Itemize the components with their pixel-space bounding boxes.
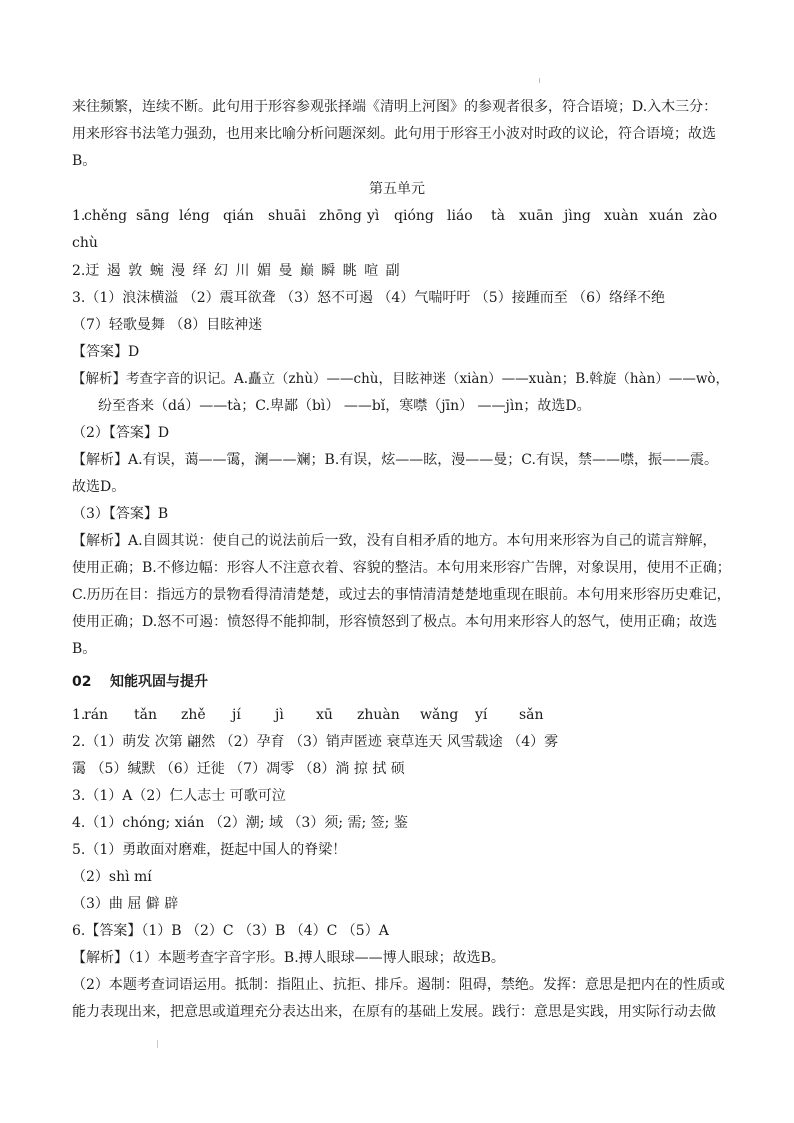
text-line: 5.（1）勇敢面对磨难，挺起中国人的脊梁！ (72, 842, 347, 858)
unit-title: 第五单元 (369, 181, 425, 197)
text-line: 2.（1）萌发 次第 翩然 （2）孕育 （3）销声匿迹 衰草连天 风雪载途 （4）雾 (72, 734, 559, 750)
pinyin-item: qióng (394, 208, 434, 224)
text-line: 3.（1）浪沫横溢 （2）震耳欲聋 （3）怒不可遏 （4）气喘吁吁 （5）接踵而至 （6）络绎不绝 (72, 290, 666, 306)
text-line: 【解析】（1）本题考查字音字形。B.搏人眼球——博人眼球；故选B。 (72, 950, 505, 966)
pinyin-item: jì (275, 707, 284, 723)
pinyin-item: yì (367, 208, 380, 224)
pinyin-item: tǎn (134, 707, 157, 723)
pinyin-item: zhě (181, 707, 206, 723)
section-number: 02 (72, 674, 92, 690)
pinyin-item: zhōng (319, 208, 362, 224)
pinyin-item: zhuàn (357, 707, 400, 723)
text-line: 2.迂 遏 敦 蜿 漫 绎 幻 川 媚 曼 巅 瞬 眺 喧 副 (72, 263, 400, 279)
pinyin-item: xuàn (604, 208, 639, 224)
pinyin-item: xū (316, 707, 333, 723)
pinyin-item: rán (84, 707, 109, 723)
text-line: 使用正确；B.不修边幅：形容人不注意衣着、容貌的整洁。本句用来形容广告牌，对象误用，使用不正确； (72, 560, 731, 576)
text-line: 纷至沓来（dá）——tà；C.卑鄙（bì） ——bǐ，寒噤（jīn） ——jìn；故选D。 (98, 398, 591, 414)
pinyin-item: liáo (447, 208, 473, 224)
pinyin-item: zào (693, 208, 718, 224)
pinyin-item: léng (179, 208, 210, 224)
q1-number: 1. (72, 208, 86, 224)
pinyin-item: jí (232, 707, 241, 723)
text-line: 霭 （5）缄默 （6）迁徙 （7）凋零 （8）淌 掠 拭 硕 (72, 761, 405, 777)
pinyin-item: wǎng (420, 707, 459, 723)
text-line: 【解析】A.自圆其说：使自己的说法前后一致，没有自相矛盾的地方。本句用来形容为自己的谎言辩解， (72, 533, 717, 549)
text-line: B。 (72, 153, 97, 169)
scan-mark (157, 1040, 158, 1048)
q1-number: 1. (72, 707, 86, 723)
answer-label: （3）【答案】B (72, 506, 169, 522)
text-line: （2）本题考查词语运用。抵制：指阻止、抗拒、排斥。遏制：阻碍，禁绝。发挥：意思是把内在的性质或 (72, 977, 725, 993)
pinyin-item: tà (491, 208, 505, 224)
pinyin-item: sāng (136, 208, 170, 224)
text-line: 【解析】A.有误，蔼——霭，澜——斓；B.有误，炫——眩，漫——曼；C.有误，禁——噤，振——震。 (72, 452, 718, 468)
text-line: C.历历在目：指远方的景物看得清清楚楚，或过去的事情清清楚楚地重现在眼前。本句用来形容历史难记， (72, 587, 731, 603)
text-line: 4.（1）chóng; xián （2）潮; 域 （3）须; 需; 签; 鉴 (72, 815, 408, 831)
text-line: 能力表现出来，把意思或道理充分表达出来，在原有的基础上发展。践行：意思是实践，用实际行动去做 (72, 1004, 716, 1020)
scan-mark (539, 78, 540, 83)
pinyin-item: chěng (84, 208, 128, 224)
section-title: 知能巩固与提升 (110, 674, 208, 690)
pinyin-item: xuán (649, 208, 684, 224)
text-line: chù (72, 235, 98, 251)
pinyin-item: shuāi (268, 208, 307, 224)
text-line: 3.（1）A（2）仁人志士 可歌可泣 (72, 788, 286, 804)
pinyin-item: jìng (564, 208, 591, 224)
answer-label: 【答案】D (72, 344, 140, 360)
text-line: （3）曲 屈 僻 辟 (72, 896, 179, 912)
answer-label: （2）【答案】D (72, 425, 170, 441)
text-line: B。 (72, 641, 97, 657)
text-line: 来往频繁，连续不断。此句用于形容参观张择端《清明上河图》的参观者很多，符合语境；D.入木三分： (72, 99, 718, 115)
text-line: 故选D。 (72, 479, 126, 495)
text-line: （2）shì mí (72, 869, 152, 885)
answer-label: 6.【答案】（1）B （2）C （3）B （4）C （5）A (72, 923, 389, 939)
text-line: （7）轻歌曼舞 （8）目眩神迷 (72, 317, 263, 333)
text-line: 【解析】考查字音的识记。A.矗立（zhù）——chù，目眩神迷（xiàn）——xuàn；B.斡旋（hàn）——wò， (72, 371, 730, 387)
pinyin-row (72, 207, 722, 225)
text-line: 使用正确；D.怒不可遏：愤怒得不能抑制，形容愤怒到了极点。本句用来形容人的怒气，使用正确；故选 (72, 614, 718, 630)
pinyin-item: sǎn (519, 707, 544, 723)
pinyin-row (72, 706, 592, 724)
pinyin-item: yí (475, 707, 488, 723)
pinyin-item: xuān (519, 208, 554, 224)
pinyin-item: qián (223, 208, 254, 224)
text-line: 用来形容书法笔力强劲，也用来比喻分析问题深刻。此句用于形容王小波对时政的议论，符合语境；故选 (72, 126, 716, 142)
